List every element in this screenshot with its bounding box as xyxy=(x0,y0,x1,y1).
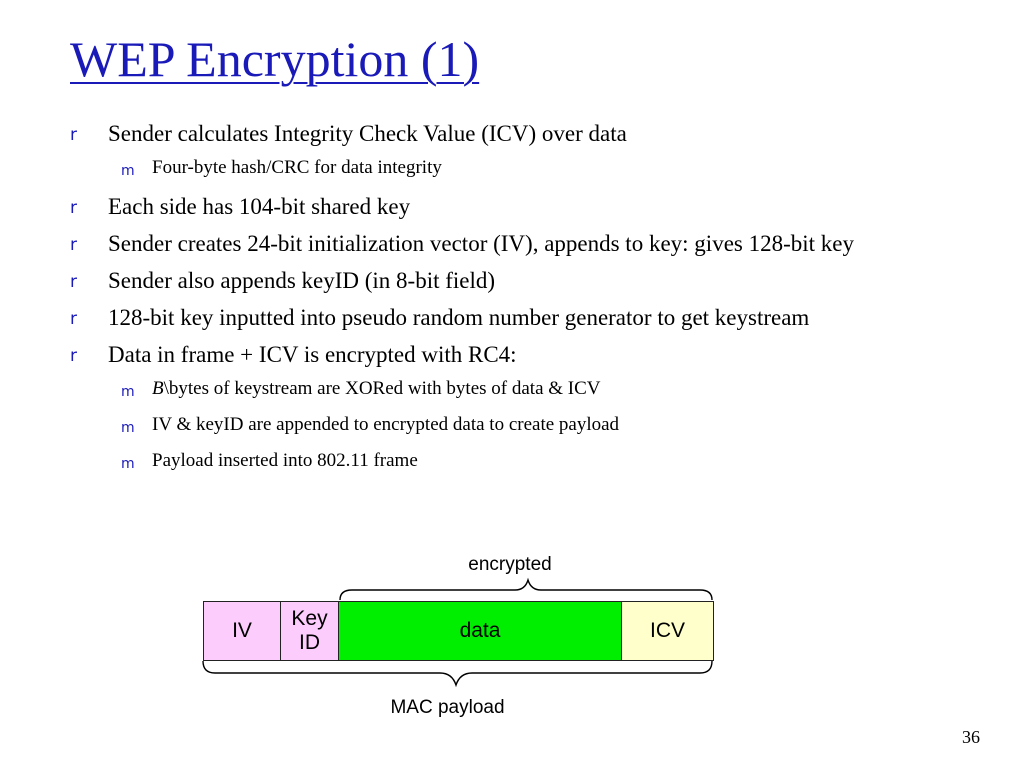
field-key-id-label xyxy=(291,607,327,655)
sub-bullet-marker: m xyxy=(121,420,135,436)
bullet-item xyxy=(0,228,908,259)
bullet-text: Sender calculates Integrity Check Value (ICV) over data xyxy=(108,121,627,146)
field-iv-label: IV xyxy=(232,619,252,642)
field-data xyxy=(339,602,622,660)
field-icv-label: ICV xyxy=(649,619,685,642)
mac-payload-label: MAC payload xyxy=(390,697,505,718)
bullet-marker: r xyxy=(70,235,77,255)
bullet-list xyxy=(0,118,1024,484)
mac-payload-brace xyxy=(203,661,712,685)
sub-bullet-item xyxy=(0,412,912,438)
bullet-item xyxy=(0,302,908,333)
bullet-marker: r xyxy=(70,272,77,292)
slide-title: WEP Encryption (1) xyxy=(70,31,480,87)
encrypted-brace xyxy=(340,580,712,600)
sub-bullet-marker: m xyxy=(121,456,135,472)
field-key-id xyxy=(281,602,339,660)
sub-bullet-text: \bytes of keystream are XORed with bytes of data & ICV xyxy=(163,378,601,399)
frame-diagram xyxy=(203,601,714,661)
field-iv xyxy=(204,602,281,660)
bullet-marker: r xyxy=(70,346,77,366)
bullet-item xyxy=(0,339,908,370)
encrypted-label: encrypted xyxy=(468,554,552,575)
bullet-text: 128-bit key inputted into pseudo random number generator to get keystream xyxy=(108,305,810,330)
bullet-item xyxy=(0,118,908,149)
page-number: 36 xyxy=(962,727,980,747)
bullet-item xyxy=(0,191,908,222)
sub-bullet-item xyxy=(0,448,912,474)
bullet-text: Sender also appends keyID (in 8-bit field) xyxy=(108,268,496,293)
bullet-marker: r xyxy=(70,125,77,145)
bullet-marker: r xyxy=(70,309,77,329)
sub-bullet-marker: m xyxy=(121,163,135,179)
sub-bullet-italic-prefix: B xyxy=(152,378,164,399)
bullet-item xyxy=(0,265,908,296)
sub-bullet-marker: m xyxy=(121,384,135,400)
field-data-label: data xyxy=(459,619,501,642)
sub-bullet-text: IV & keyID are appended to encrypted data to create payload xyxy=(152,414,620,435)
bullet-text: Each side has 104-bit shared key xyxy=(108,194,411,219)
field-key-id-line2: ID xyxy=(299,631,320,654)
sub-bullet-item xyxy=(0,376,912,402)
bullet-text: Sender creates 24-bit initialization vector (IV), appends to key: gives 128-bit key xyxy=(108,231,854,256)
bullet-text: Data in frame + ICV is encrypted with RC4: xyxy=(108,342,517,367)
sub-bullet-text: Four-byte hash/CRC for data integrity xyxy=(152,157,442,178)
sub-bullet-item xyxy=(0,155,912,181)
field-key-id-line1: Key xyxy=(291,607,328,630)
field-icv xyxy=(622,602,713,660)
sub-bullet-text: Payload inserted into 802.11 frame xyxy=(152,450,418,471)
bullet-marker: r xyxy=(70,198,77,218)
